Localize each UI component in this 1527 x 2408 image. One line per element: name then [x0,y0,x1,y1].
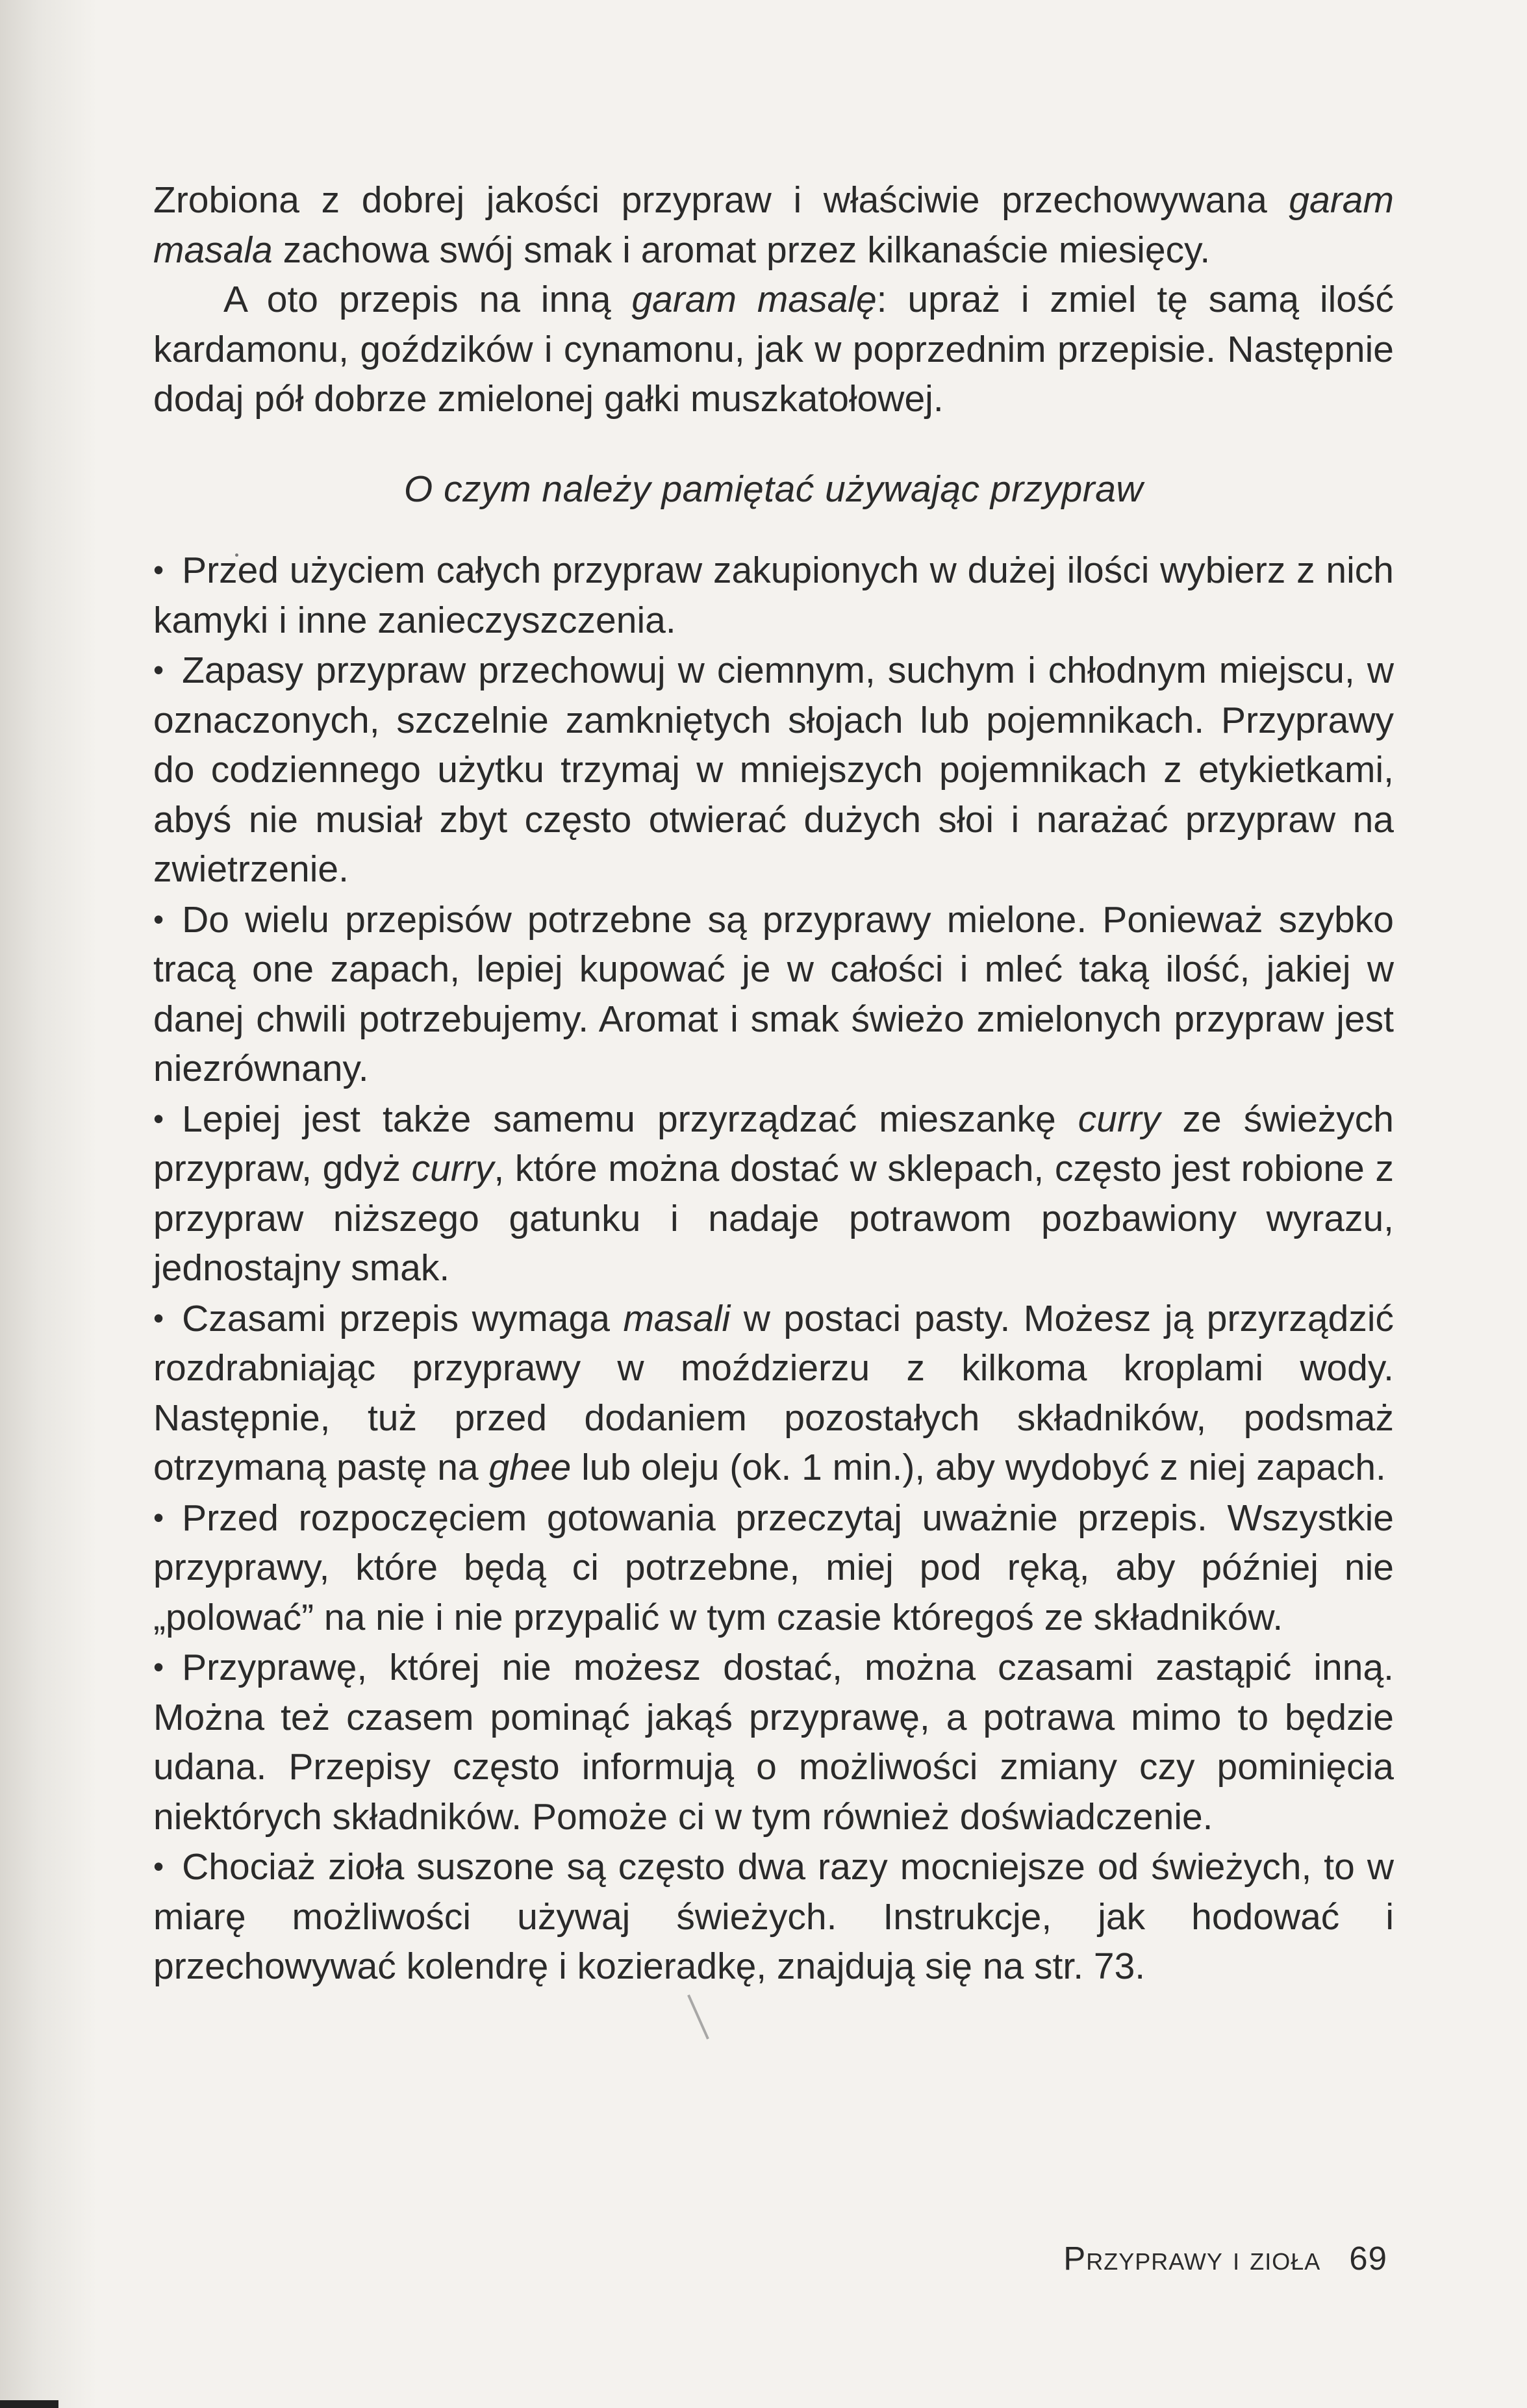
intro-italic-term: garam masalę [631,279,877,320]
list-item-text: Chociaż zioła suszone są często dwa razy mocniejsze od świeżych, to w miarę możliwości używaj świeżych. Instrukcje, jak hodować i przechowywać kolendrę i kozieradkę, znajdują się na str. 73. [153,1846,1394,1987]
list-item [153,1642,1394,1842]
bullet-icon: • [153,1300,164,1335]
intro-text: : upraż i zmiel tę samą ilość kardamonu, goździków i cynamonu, jak w poprzednim przepisie. Następnie dodaj pół dobrze zmielonej gałki muszkatołowej. [153,279,1394,420]
list-item-text: Przyprawę, której nie możesz dostać, można czasami zastąpić inną. Można też czasem pominąć jakąś przyprawę, a potrawa mimo to będzie udana. Przepisy często informują o możliwości zmiany czy pominięcia niektórych składników. Pomoże ci w tym również doświadczenie. [153,1647,1394,1838]
intro-text: Zrobiona z dobrej jakości przypraw i właściwie przechowywana [153,179,1289,221]
intro-paragraph-2 [153,275,1394,424]
list-item [153,1493,1394,1643]
intro-italic-term: garam masala [153,179,1394,271]
bullet-icon: • [153,1650,164,1684]
list-item-italic-term: curry [1078,1098,1161,1140]
intro-paragraph-1 [153,175,1394,275]
bullet-icon: • [153,1101,164,1135]
page-body [153,175,1394,1992]
page-footer [1063,2239,1387,2277]
list-item-text: Czasami przepis wymaga [182,1297,624,1339]
list-item-italic-term: curry [411,1148,494,1189]
list-item [153,1293,1394,1493]
running-footer-title: Przyprawy i zioła [1063,2240,1321,2277]
list-item-text: Zapasy przypraw przechowuj w ciemnym, suchym i chłodnym miejscu, w oznaczonych, szczelnie zamkniętych słojach lub pojemnikach. Przyprawy do codziennego użytku trzymaj w mniejszych pojemnikach z etykietkami, abyś nie musiał zbyt często otwierać dużych słoi i narażać przypraw na zwietrzenie. [153,650,1394,890]
section-subheading: O czym należy pamiętać używając przypraw [403,468,1144,510]
list-item [153,645,1394,894]
list-item [153,1094,1394,1293]
list-item-italic-term: ghee [488,1447,572,1488]
list-item-text: ze świeżych przypraw, gdyż [153,1098,1394,1189]
list-item-text: lub oleju (ok. 1 min.), aby wydobyć z niej zapach. [571,1447,1386,1488]
bullet-icon: • [153,653,164,687]
pen-stroke-mark [687,1994,709,2039]
list-item-text: Przed użyciem całych przypraw zakupionych w dużej ilości wybierz z nich kamyki i inne zanieczyszczenia. [153,550,1394,641]
bullet-icon: • [153,1500,164,1534]
page-number: 69 [1349,2240,1387,2277]
list-item-text: w postaci pasty. Możesz ją przyrządzić rozdrabniając przyprawy w moździerzu z kilkoma kroplami wody. Następnie, tuż przed dodaniem pozostałych składników, podsmaż otrzymaną pastę na [153,1297,1394,1488]
scan-corner-mark [0,2400,58,2408]
intro-text: zachowa swój smak i aromat przez kilkanaście miesięcy. [272,229,1211,271]
list-item [153,545,1394,645]
list-item-text: Lepiej jest także samemu przyrządzać mieszankę [182,1098,1078,1140]
intro-text: A oto przepis na inną [223,279,632,320]
list-item [153,894,1394,1094]
bullet-icon: • [153,902,164,936]
list-item-text: Do wielu przepisów potrzebne są przyprawy mielone. Ponieważ szybko tracą one zapach, lepiej kupować je w całości i mleć taką ilość, jakiej w danej chwili potrzebujemy. Aromat i smak świeżo zmielonych przypraw jest niezrównany. [153,898,1394,1089]
list-item [153,1842,1394,1992]
list-item-italic-term: masali [623,1297,731,1339]
list-item-text: , które można dostać w sklepach, często jest robione z przypraw niższego gatunku i nadaje potrawom pozbawiony wyrazu, jednostajny smak. [153,1148,1394,1289]
bullet-icon: • [153,553,164,587]
bullet-icon: • [153,1849,164,1883]
list-item-text: Przed rozpoczęciem gotowania przeczytaj uważnie przepis. Wszystkie przyprawy, które będą ci potrzebne, miej pod ręką, aby później nie „polować” na nie i nie przypalić w tym czasie któregoś ze składników. [153,1497,1394,1638]
page-spine-shadow [0,0,97,2408]
